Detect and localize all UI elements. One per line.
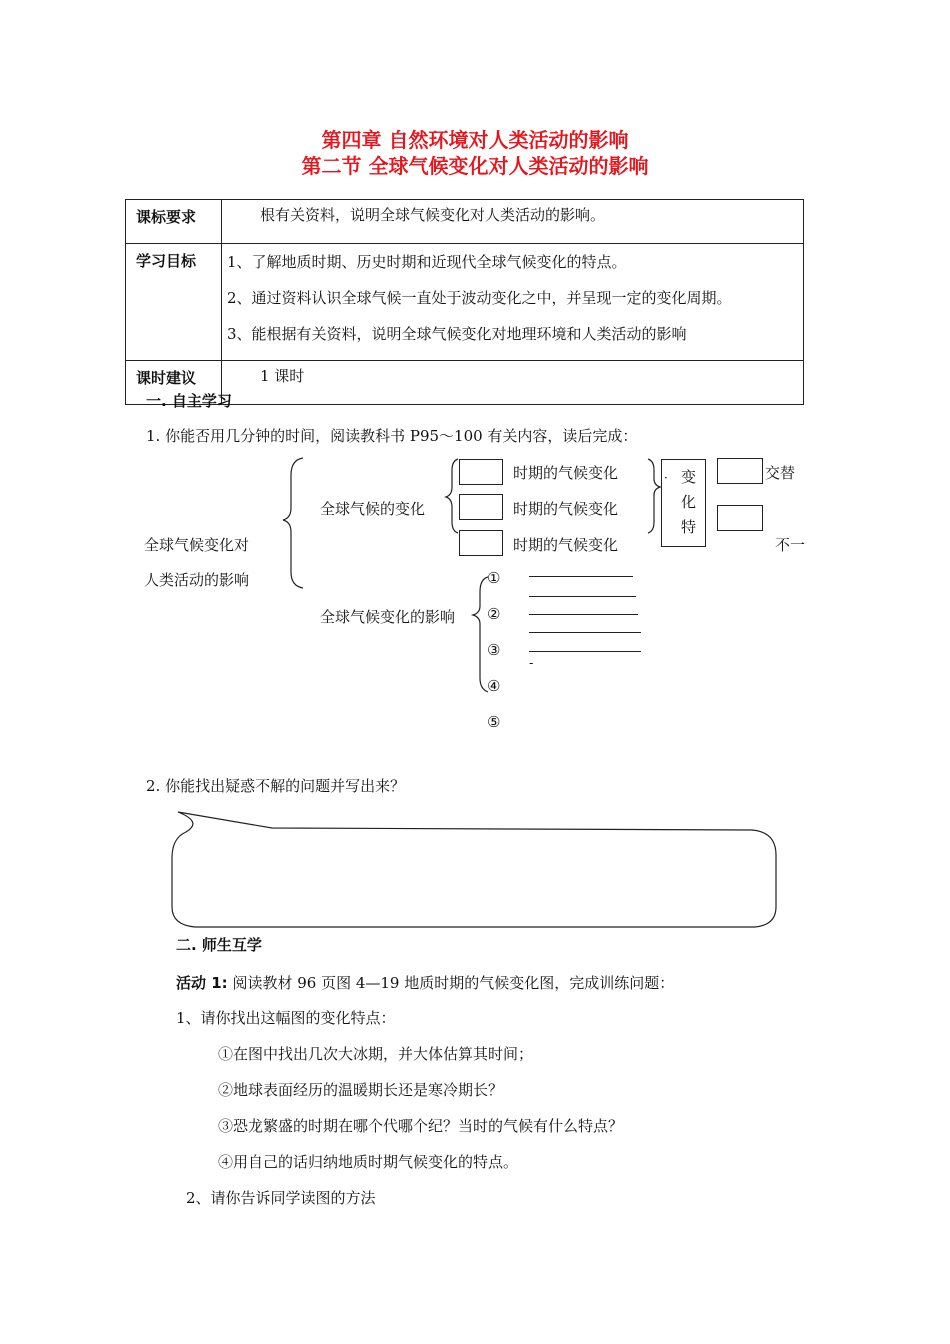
root-label-line1: 全球气候变化对 bbox=[144, 536, 250, 554]
item-2: 2、请你告诉同学读图的方法 bbox=[186, 1189, 376, 1207]
marker-2: ② bbox=[487, 605, 501, 623]
subitem: ②地球表面经历的温暖期长还是寒冷期长？ bbox=[218, 1081, 504, 1099]
question-2: 2. 你能找出疑惑不解的问题并写出来？ bbox=[146, 777, 406, 795]
activity-text: 阅读教材 96 页图 4—19 地质时期的气候变化图，完成训练问题： bbox=[227, 974, 675, 992]
period-label: 时期的气候变化 bbox=[513, 500, 619, 518]
answer-line[interactable] bbox=[529, 614, 638, 615]
marker-1: ① bbox=[487, 569, 501, 587]
row-head: 课标要求 bbox=[126, 200, 222, 244]
marker-5: ⑤ bbox=[487, 713, 501, 731]
row-head: 课时建议 bbox=[126, 361, 222, 405]
feature-bracket bbox=[648, 459, 660, 533]
subitem: ③恐龙繁盛的时期在哪个代哪个纪？当时的气候有什么特点？ bbox=[218, 1117, 624, 1135]
activity-label: 活动 1: bbox=[176, 974, 228, 992]
row-text: 根有关资料，说明全球气候变化对人类活动的影响。 bbox=[260, 206, 606, 224]
item-1: 1、请你找出这幅图的变化特点： bbox=[176, 1009, 396, 1027]
subitem: ④用自己的话归纳地质时期气候变化的特点。 bbox=[218, 1153, 519, 1171]
feature-char: 特 bbox=[681, 518, 697, 536]
chapter-title: 第四章 自然环境对人类活动的影响 bbox=[321, 128, 629, 152]
marker-4: ④ bbox=[487, 677, 501, 695]
answer-line[interactable] bbox=[529, 576, 633, 577]
blank-box-feature-2[interactable] bbox=[717, 505, 763, 531]
section2-heading: 二. 师生互学 bbox=[176, 936, 262, 954]
branch1-label: 全球气候的变化 bbox=[320, 500, 426, 518]
row-text: 1 课时 bbox=[260, 367, 305, 385]
branch1-brace bbox=[446, 459, 458, 533]
marker-3: ③ bbox=[487, 641, 501, 659]
question-1: 1. 你能否用几分钟的时间，阅读教科书 P95～100 有关内容，读后完成： bbox=[146, 427, 638, 445]
goal-line: 2、通过资料认识全球气候一直处于波动变化之中，并呈现一定的变化周期。 bbox=[227, 289, 732, 307]
dash-mark: - bbox=[529, 656, 534, 671]
branch2-label: 全球气候变化的影响 bbox=[320, 608, 456, 626]
feature-dot: · bbox=[664, 471, 668, 485]
subitem: ①在图中找出几次大冰期，并大体估算其时间； bbox=[218, 1045, 534, 1063]
section1-heading: 一. 自主学习 bbox=[146, 392, 232, 410]
section-title: 第二节 全球气候变化对人类活动的影响 bbox=[301, 154, 649, 178]
answer-line[interactable] bbox=[529, 651, 641, 652]
blank-box-feature-1[interactable] bbox=[717, 458, 763, 484]
row-head: 学习目标 bbox=[126, 244, 222, 361]
alternate-label: 交替 bbox=[765, 464, 796, 482]
answer-line[interactable] bbox=[529, 632, 641, 633]
blank-box-period-1[interactable] bbox=[459, 459, 503, 485]
main-brace bbox=[283, 458, 303, 588]
root-label-line2: 人类活动的影响 bbox=[144, 571, 250, 589]
period-label: 时期的气候变化 bbox=[513, 464, 619, 482]
goal-line: 3、能根据有关资料，说明全球气候变化对地理环境和人类活动的影响 bbox=[227, 325, 687, 343]
goal-line: 1、了解地质时期、历史时期和近现代全球气候变化的特点。 bbox=[227, 253, 627, 271]
notsame-label: 不一 bbox=[775, 536, 806, 554]
blank-box-period-2[interactable] bbox=[459, 494, 503, 520]
feature-char: 化 bbox=[681, 493, 697, 511]
activity-1 bbox=[176, 972, 674, 993]
period-label: 时期的气候变化 bbox=[513, 536, 619, 554]
answer-area[interactable] bbox=[182, 838, 762, 918]
branch2-brace bbox=[473, 577, 488, 692]
feature-char: 变 bbox=[681, 468, 697, 486]
answer-line[interactable] bbox=[529, 596, 636, 597]
blank-box-period-3[interactable] bbox=[459, 530, 503, 556]
